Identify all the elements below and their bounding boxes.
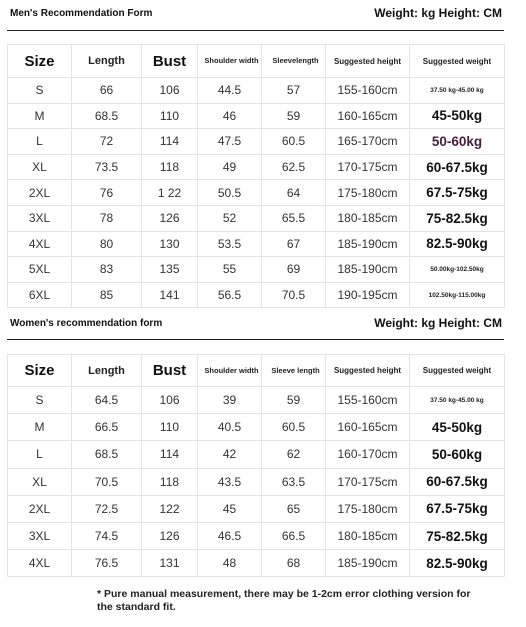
women-header-row [8,355,505,387]
cell-sleeve-length: 67 [262,231,326,257]
cell-size: M [8,414,72,441]
table-row [8,205,505,231]
cell-suggested-height: 185-190cm [326,231,410,257]
men-header-row [8,45,505,78]
women-top-rule [7,339,504,340]
cell-shoulder-width: 43.5 [198,468,262,495]
table-row [8,495,505,522]
cell-suggested-weight: 45-50kg [410,414,505,441]
table-row [8,154,505,180]
women-section-header [0,314,526,334]
men-top-rule [7,30,504,31]
cell-bust: 126 [142,205,198,231]
cell-sleeve-length: 68 [262,550,326,577]
women-form-title: Women's recommendation form [10,318,163,329]
cell-sleeve-length: 60.5 [262,414,326,441]
women-size-table [7,354,505,577]
cell-suggested-weight: 82.5-90kg [410,550,505,577]
cell-sleeve-length: 57 [262,78,326,104]
cell-bust: 130 [142,231,198,257]
cell-bust: 114 [142,129,198,155]
header-shoulder-width: Shoulder width [198,355,262,387]
cell-sleeve-length: 70.5 [262,282,326,308]
cell-sleeve-length: 65 [262,495,326,522]
cell-suggested-weight: 67.5-75kg [410,495,505,522]
cell-bust: 114 [142,441,198,468]
cell-suggested-height: 155-160cm [326,387,410,414]
header-suggested-weight: Suggested weight [410,355,505,387]
cell-sleeve-length: 62 [262,441,326,468]
header-size: Size [8,355,72,387]
header-length: Length [72,45,142,78]
cell-length: 76.5 [72,550,142,577]
table-row [8,522,505,549]
cell-bust: 110 [142,103,198,129]
cell-suggested-height: 180-185cm [326,205,410,231]
cell-shoulder-width: 47.5 [198,129,262,155]
cell-suggested-weight: 75-82.5kg [410,205,505,231]
cell-bust: 126 [142,522,198,549]
men-size-table [7,44,505,308]
cell-suggested-weight: 50-60kg [410,129,505,155]
cell-sleeve-length: 65.5 [262,205,326,231]
header-suggested-weight: Suggested weight [410,45,505,78]
cell-shoulder-width: 48 [198,550,262,577]
cell-length: 78 [72,205,142,231]
cell-shoulder-width: 50.5 [198,180,262,206]
cell-suggested-weight: 45-50kg [410,103,505,129]
cell-suggested-height: 160-165cm [326,103,410,129]
cell-size: XL [8,468,72,495]
table-row [8,468,505,495]
cell-length: 64.5 [72,387,142,414]
cell-length: 85 [72,282,142,308]
cell-bust: 122 [142,495,198,522]
women-units-label: Weight: kg Height: CM [374,316,502,330]
cell-suggested-height: 180-185cm [326,522,410,549]
table-row [8,78,505,104]
cell-size: 6XL [8,282,72,308]
cell-suggested-weight: 82.5-90kg [410,231,505,257]
cell-bust: 106 [142,78,198,104]
cell-size: XL [8,154,72,180]
cell-length: 70.5 [72,468,142,495]
cell-length: 68.5 [72,441,142,468]
measurement-note: * Pure manual measurement, there may be 1-2cm error clothing version for the standard fit. [97,588,471,613]
cell-bust: 110 [142,414,198,441]
cell-suggested-height: 160-165cm [326,414,410,441]
cell-length: 80 [72,231,142,257]
cell-length: 72 [72,129,142,155]
header-suggested-height: Suggested height [326,355,410,387]
cell-suggested-weight: 60-67.5kg [410,468,505,495]
men-units-label: Weight: kg Height: CM [374,6,502,20]
cell-length: 83 [72,257,142,283]
cell-shoulder-width: 46.5 [198,522,262,549]
table-row [8,414,505,441]
cell-sleeve-length: 64 [262,180,326,206]
header-length: Length [72,355,142,387]
cell-suggested-weight: 67.5-75kg [410,180,505,206]
cell-suggested-weight: 37.50 kg-45.00 kg [410,387,505,414]
cell-shoulder-width: 45 [198,495,262,522]
cell-sleeve-length: 63.5 [262,468,326,495]
cell-suggested-height: 170-175cm [326,154,410,180]
cell-shoulder-width: 46 [198,103,262,129]
cell-sleeve-length: 66.5 [262,522,326,549]
cell-size: 3XL [8,522,72,549]
cell-size: 4XL [8,550,72,577]
cell-suggested-height: 155-160cm [326,78,410,104]
cell-bust: 1 22 [142,180,198,206]
cell-shoulder-width: 44.5 [198,78,262,104]
cell-shoulder-width: 39 [198,387,262,414]
header-sleeve-length: Sleeve length [262,355,326,387]
cell-length: 66 [72,78,142,104]
table-row [8,129,505,155]
cell-suggested-height: 170-175cm [326,468,410,495]
header-sleeve-length: Sleevelength [262,45,326,78]
cell-suggested-height: 185-190cm [326,257,410,283]
men-section-header [0,4,526,24]
cell-length: 73.5 [72,154,142,180]
cell-shoulder-width: 40.5 [198,414,262,441]
cell-size: S [8,78,72,104]
cell-size: 2XL [8,495,72,522]
table-row [8,231,505,257]
header-bust: Bust [142,45,198,78]
cell-shoulder-width: 49 [198,154,262,180]
cell-bust: 141 [142,282,198,308]
cell-suggested-height: 175-180cm [326,180,410,206]
cell-size: L [8,129,72,155]
cell-size: L [8,441,72,468]
table-row [8,387,505,414]
table-row [8,441,505,468]
cell-size: M [8,103,72,129]
table-row [8,180,505,206]
cell-suggested-weight: 75-82.5kg [410,522,505,549]
cell-bust: 131 [142,550,198,577]
cell-shoulder-width: 56.5 [198,282,262,308]
cell-bust: 118 [142,154,198,180]
cell-bust: 135 [142,257,198,283]
table-row [8,282,505,308]
cell-length: 76 [72,180,142,206]
cell-size: S [8,387,72,414]
cell-suggested-height: 160-170cm [326,441,410,468]
table-row [8,550,505,577]
cell-suggested-height: 185-190cm [326,550,410,577]
cell-length: 66.5 [72,414,142,441]
cell-shoulder-width: 53.5 [198,231,262,257]
cell-length: 72.5 [72,495,142,522]
cell-sleeve-length: 59 [262,387,326,414]
cell-suggested-weight: 50-60kg [410,441,505,468]
cell-length: 74.5 [72,522,142,549]
cell-size: 2XL [8,180,72,206]
cell-suggested-weight: 37.50 kg-45.00 kg [410,78,505,104]
cell-suggested-weight: 102.50kg-115.00kg [410,282,505,308]
men-form-title: Men's Recommendation Form [10,8,153,19]
header-size: Size [8,45,72,78]
cell-suggested-height: 175-180cm [326,495,410,522]
cell-sleeve-length: 59 [262,103,326,129]
cell-sleeve-length: 69 [262,257,326,283]
header-shoulder-width: Shoulder width [198,45,262,78]
cell-length: 68.5 [72,103,142,129]
cell-size: 5XL [8,257,72,283]
cell-suggested-weight: 50.00kg-102.50kg [410,257,505,283]
cell-size: 4XL [8,231,72,257]
cell-suggested-weight: 60-67.5kg [410,154,505,180]
table-row [8,103,505,129]
cell-bust: 106 [142,387,198,414]
cell-suggested-height: 165-170cm [326,129,410,155]
header-bust: Bust [142,355,198,387]
header-suggested-height: Suggested height [326,45,410,78]
cell-shoulder-width: 55 [198,257,262,283]
cell-bust: 118 [142,468,198,495]
table-row [8,257,505,283]
cell-sleeve-length: 60.5 [262,129,326,155]
cell-suggested-height: 190-195cm [326,282,410,308]
cell-sleeve-length: 62.5 [262,154,326,180]
cell-size: 3XL [8,205,72,231]
cell-shoulder-width: 52 [198,205,262,231]
cell-shoulder-width: 42 [198,441,262,468]
